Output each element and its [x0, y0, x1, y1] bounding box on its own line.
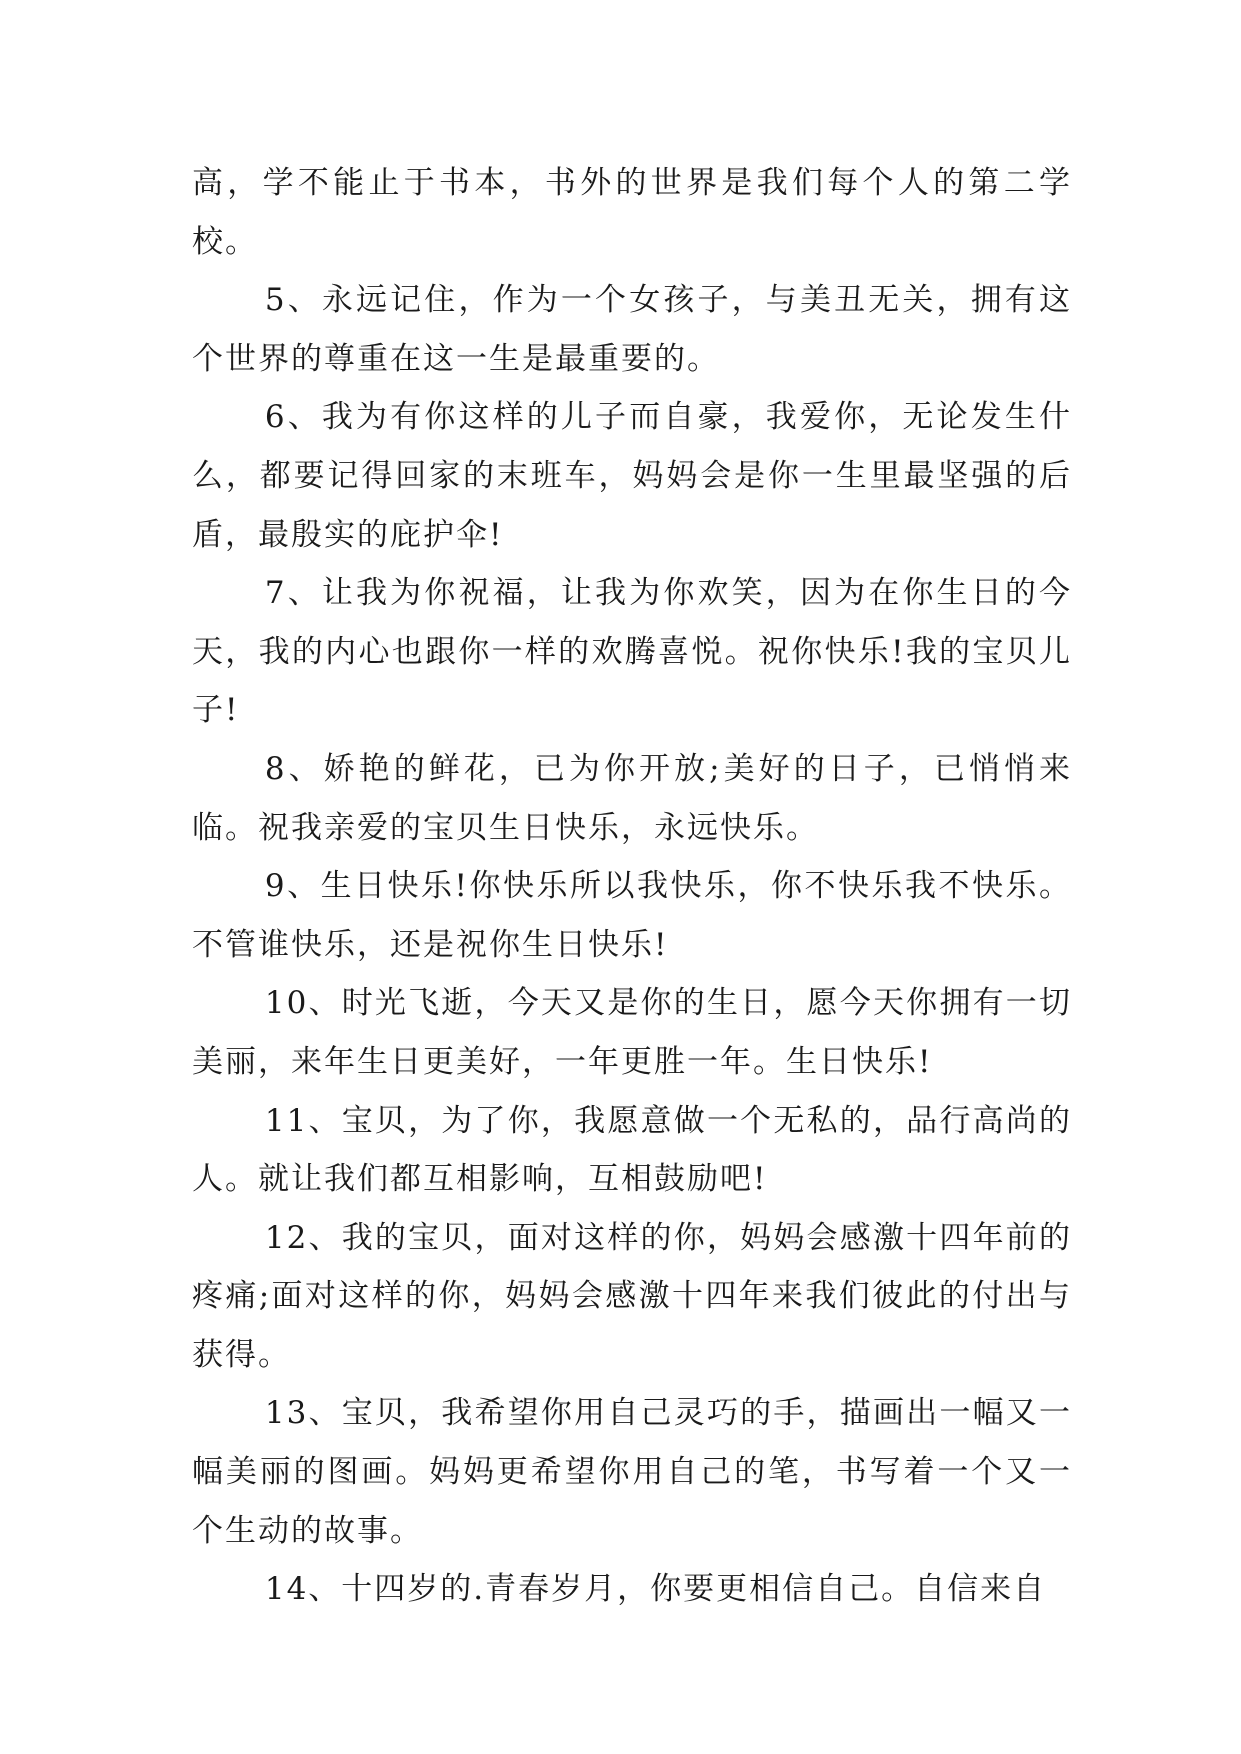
paragraph-item-6: 6、我为有你这样的儿子而自豪，我爱你，无论发生什么，都要记得回家的末班车，妈妈会是你一生里最坚强的后盾，最殷实的庇护伞! — [192, 399, 1072, 553]
paragraph-item-10: 10、时光飞逝，今天又是你的生日，愿今天你拥有一切美丽，来年生日更美好，一年更胜一年。生日快乐! — [192, 985, 1072, 1080]
paragraph-item-5: 5、永远记住，作为一个女孩子，与美丑无关，拥有这个世界的尊重在这一生是最重要的。 — [192, 282, 1072, 377]
paragraph-continuation: 高，学不能止于书本，书外的世界是我们每个人的第二学校。 — [192, 165, 1072, 260]
paragraph-item-11: 11、宝贝，为了你，我愿意做一个无私的，品行高尚的人。就让我们都互相影响，互相鼓励吧! — [192, 1102, 1072, 1198]
paragraph-item-14: 14、十四岁的.青春岁月，你要更相信自己。自信来自 — [264, 1571, 1047, 1608]
paragraph-item-12: 12、我的宝贝，面对这样的你，妈妈会感激十四年前的疼痛;面对这样的你，妈妈会感激十四年来我们彼此的付出与获得。 — [192, 1219, 1072, 1373]
paragraph-item-13: 13、宝贝，我希望你用自己灵巧的手，描画出一幅又一幅美丽的图画。妈妈更希望你用自己的笔，书写着一个又一个生动的故事。 — [192, 1395, 1072, 1549]
paragraph-item-7: 7、让我为你祝福，让我为你欢笑，因为在你生日的今天，我的内心也跟你一样的欢腾喜悦。祝你快乐!我的宝贝儿子! — [192, 575, 1072, 729]
document-body — [192, 154, 1072, 1619]
paragraph-item-9: 9、生日快乐!你快乐所以我快乐，你不快乐我不快乐。不管谁快乐，还是祝你生日快乐! — [192, 868, 1072, 963]
paragraph-item-8: 8、娇艳的鲜花，已为你开放;美好的日子，已悄悄来临。祝我亲爱的宝贝生日快乐，永远快乐。 — [192, 750, 1072, 846]
